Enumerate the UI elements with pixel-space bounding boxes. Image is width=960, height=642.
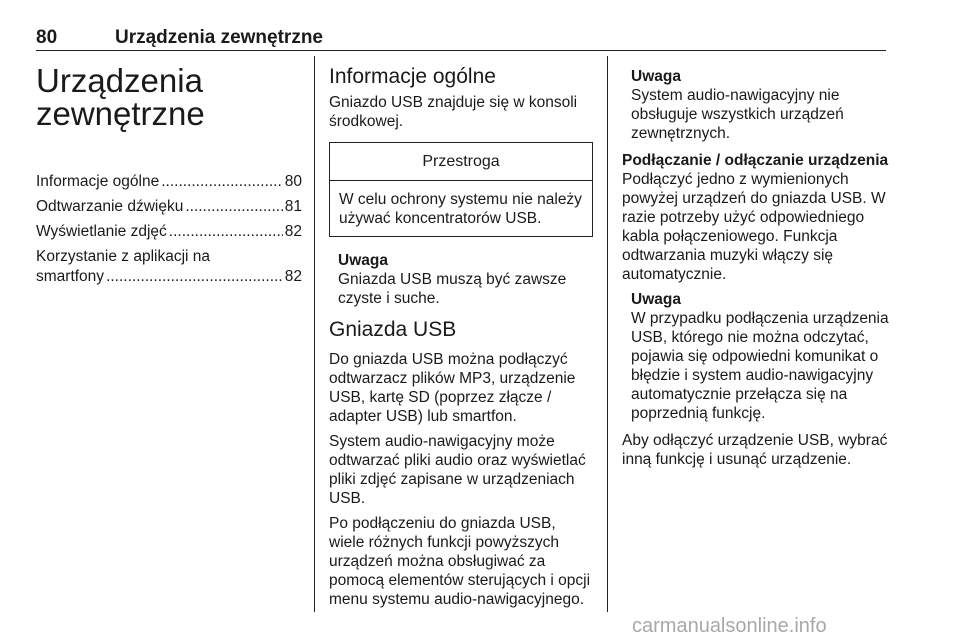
note-clean-dry xyxy=(338,251,593,308)
usb-paragraph-2: System audio-nawigacyjny może odtwarzać pliki audio oraz wyświetlać pliki zdjęć zapisane w urządzeniach USB. xyxy=(329,433,586,507)
toc-label: Wyświetlanie zdjęć xyxy=(36,223,167,240)
toc-leader xyxy=(185,197,282,217)
page-number: 80 xyxy=(36,27,58,48)
usb-paragraph-3: Po podłączeniu do gniazda USB, wiele różnych funkcji powyższych urządzeń można obsługiwać za pomocą elementów sterujących i opcji menu systemu audio-nawigacyjnego. xyxy=(329,515,591,608)
note-text: W przypadku podłączenia urządzenia USB, którego nie można odczytać, pojawia się odpowiedni komunikat o błędzie i system audio-nawigacyjny automatycznie przełącza się na poprzednią funkcję. xyxy=(631,310,889,422)
caution-box xyxy=(329,142,593,237)
caution-heading: Przestroga xyxy=(330,143,592,181)
column-1 xyxy=(36,60,302,287)
toc-label: Odtwarzanie dźwięku xyxy=(36,198,184,215)
chapter-title xyxy=(36,64,302,130)
toc-page: 82 xyxy=(284,223,302,240)
column-divider-2 xyxy=(607,56,608,612)
page-header xyxy=(36,27,886,49)
column-divider-1 xyxy=(314,56,315,612)
disconnect-paragraph: Aby odłączyć urządzenie USB, wybrać inną funkcję i usunąć urządzenie. xyxy=(622,432,888,468)
toc-leader xyxy=(161,172,283,192)
running-title: Urządzenia zewnętrzne xyxy=(115,27,323,48)
toc-item-pictures[interactable] xyxy=(36,222,302,242)
note-text: System audio-nawigacyjny nie obsługuje wszystkich urządzeń zewnętrznych. xyxy=(631,87,844,142)
connect-heading: Podłączanie / odłączanie urządzenia xyxy=(622,152,889,169)
usb-paragraph-1: Do gniazda USB można podłączyć odtwarzacz plików MP3, urządzenie USB, kartę SD (poprzez złącze / adapter USB) lub smartfon. xyxy=(329,351,576,425)
toc-item-smartphone[interactable] xyxy=(36,247,302,287)
toc-page: 80 xyxy=(284,173,302,190)
chapter-title-line1: Urządzenia xyxy=(36,62,203,99)
note-text: Gniazda USB muszą być zawsze czyste i suche. xyxy=(338,271,567,307)
note-unreadable-device xyxy=(631,290,890,423)
toc-item-audio[interactable] xyxy=(36,197,302,217)
connect-paragraph: Podłączyć jedno z wymienionych powyżej urządzeń do gniazda USB. W razie potrzeby użyć odpowiedniego kabla połączeniowego. Funkcja odtwarzania muzyki włączy się automatycznie. xyxy=(622,171,886,283)
note-label: Uwaga xyxy=(338,252,388,269)
note-label: Uwaga xyxy=(631,291,681,308)
section-title-general: Informacje ogólne xyxy=(329,65,496,88)
caution-text: W celu ochrony systemu nie należy używać koncentratorów USB. xyxy=(339,191,582,227)
note-label: Uwaga xyxy=(631,68,681,85)
column-3 xyxy=(622,60,890,475)
toc-label: smartfony xyxy=(36,268,105,285)
toc-label: Informacje ogólne xyxy=(36,173,160,190)
note-unsupported-devices xyxy=(631,67,890,143)
toc-label: Korzystanie z aplikacji na xyxy=(36,248,211,265)
toc-item-general[interactable] xyxy=(36,172,302,192)
toc-page: 81 xyxy=(284,198,302,215)
toc-leader xyxy=(169,222,283,242)
column-2 xyxy=(329,60,593,615)
watermark: carmanualsonline.info xyxy=(632,615,827,637)
toc-leader xyxy=(106,267,283,287)
table-of-contents xyxy=(36,172,302,287)
intro-paragraph: Gniazdo USB znajduje się w konsoli środkowej. xyxy=(329,94,578,130)
toc-page: 82 xyxy=(284,268,302,285)
section-title-usb: Gniazda USB xyxy=(329,318,457,341)
header-rule xyxy=(36,50,886,51)
chapter-title-line2: zewnętrzne xyxy=(36,95,205,132)
